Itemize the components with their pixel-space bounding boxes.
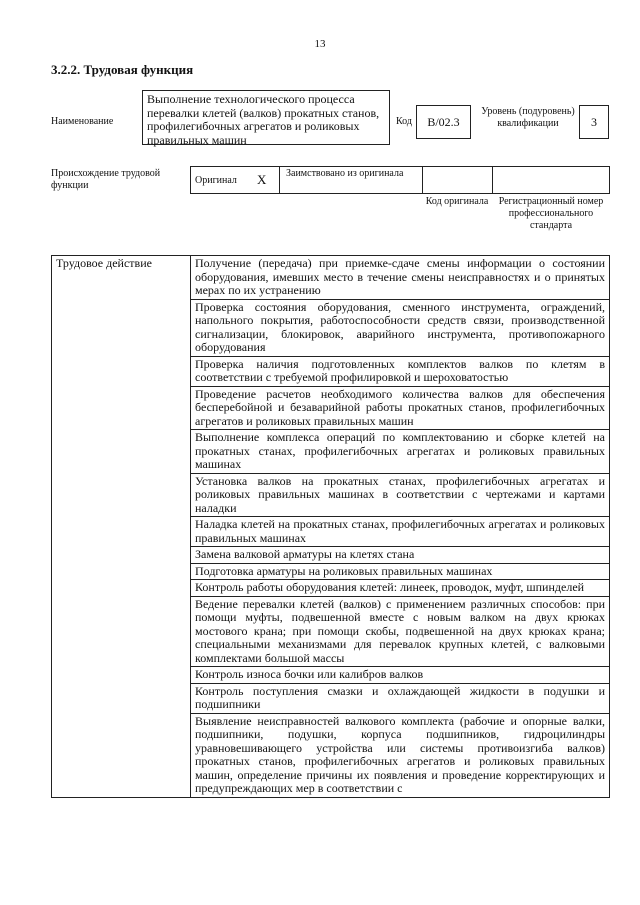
original-mark: X — [257, 172, 267, 187]
actions-head: Трудовое действие — [52, 256, 191, 798]
section-title: 3.2.2. Трудовая функция — [51, 62, 194, 77]
level-label: Уровень (подуровень) квалификации — [481, 106, 575, 129]
code-label: Код — [396, 116, 412, 127]
name-label: Наименование — [51, 116, 114, 127]
original-cell — [191, 167, 280, 193]
original-code-label: Код оригинала — [425, 196, 489, 207]
action-row — [52, 256, 610, 300]
origin-label: Происхождение трудовой функции — [51, 168, 161, 191]
action-item: Получение (передача) при приемке-сдаче смены информации о состоянии оборудования, имевших место в течение смены неисправностях и о принятых мерах по их устранению — [191, 256, 610, 300]
actions-table — [51, 255, 610, 798]
borrowed-label: Заимствовано из оригинала — [280, 167, 423, 193]
action-item: Проведение расчетов необходимого количества валков для обеспечения бесперебойной и безаварийной работы прокатных станов, профилегибочных агрегатов и роликовых правильных машин — [191, 386, 610, 430]
page-number: 13 — [314, 38, 326, 50]
registration-cell — [493, 167, 611, 193]
action-item: Ведение перевалки клетей (валков) с применением различных способов: при помощи муфты, подвешенной вместе с новым валком на двух крюках мостового крана; при помощи скобы, подвешенной на двух крюках крана; специальными механизмами для перевалок крупных клетей, с валковыми комплектами большой массы — [191, 596, 610, 667]
action-item: Замена валковой арматуры на клетях стана — [191, 547, 610, 564]
origin-table — [190, 166, 610, 194]
action-item: Наладка клетей на прокатных станах, профилегибочных агрегатах и роликовых правильных машинах — [191, 517, 610, 547]
registration-label: Регистрационный номер профессионального стандарта — [498, 196, 604, 231]
action-item: Подготовка арматуры на роликовых правильных машинах — [191, 563, 610, 580]
action-item: Контроль износа бочки или калибров валков — [191, 667, 610, 684]
action-item: Проверка наличия подготовленных комплектов валков по клетям в соответствии с требуемой профилировкой и шероховатостью — [191, 356, 610, 386]
action-item: Выполнение комплекса операций по комплектованию и сборке клетей на прокатных станах, профилегибочных агрегатах и роликовых правильных машинах — [191, 430, 610, 474]
action-item: Установка валков на прокатных станах, профилегибочных агрегатах и роликовых правильных машинах в соответствии с чертежами и картами наладки — [191, 473, 610, 517]
original-label: Оригинал — [195, 175, 237, 186]
action-item: Контроль поступления смазки и охлаждающей жидкости в подушки и подшипники — [191, 683, 610, 713]
level-value: 3 — [579, 105, 609, 139]
action-item: Выявление неисправностей валкового комплекта (рабочие и опорные валки, подшипники, подушки, корпуса подшипников, гидроцилиндры уравновешивающего устройства или системы противоизгиба валков) прокатных станов, профилегибочных агрегатов и роликовых правильных машин, определение причины их появления и проведение корректирующих и предупреждающих мер в соответствии с — [191, 713, 610, 797]
action-item: Контроль работы оборудования клетей: линеек, проводок, муфт, шпинделей — [191, 580, 610, 597]
code-value: B/02.3 — [416, 105, 471, 139]
name-value: Выполнение технологического процесса перевалки клетей (валков) прокатных станов, профилегибочных агрегатов и роликовых правильных машин — [142, 90, 390, 145]
original-code-cell — [423, 167, 493, 193]
action-item: Проверка состояния оборудования, сменного инструмента, ограждений, напольного покрытия, работоспособности средств связи, производственной сигнализации, блокировок, аварийного инструмента, противопожарного оборудования — [191, 299, 610, 356]
